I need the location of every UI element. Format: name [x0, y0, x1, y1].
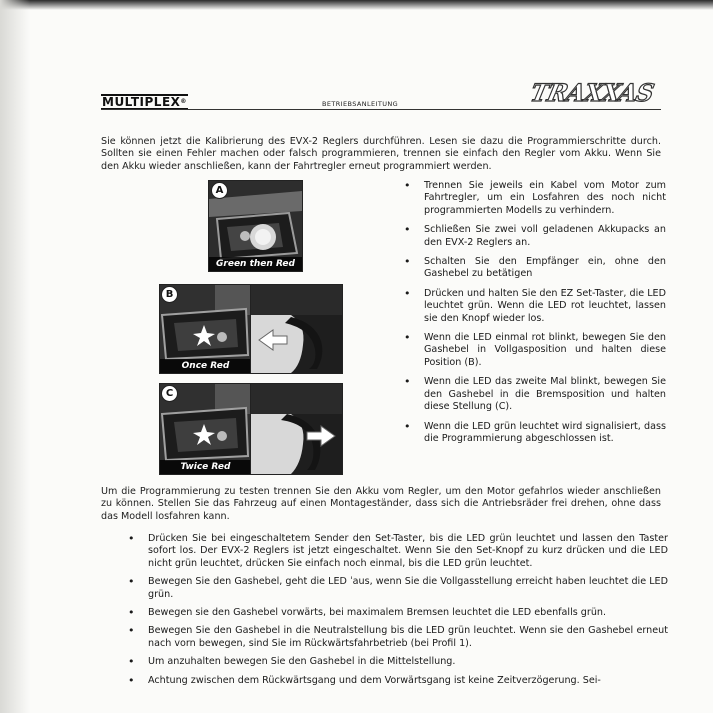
- figure-c-badge: C: [161, 385, 178, 402]
- list-item: • Bewegen Sie den Gashebel in die Neutralstellung bis die LED grün leuchtet. Wenn sie den Gashebel erneut nach vorn bewegen, sind Sie im Rückwärtsfahrbetrieb (bei Profil 1).: [128, 625, 668, 650]
- list-item: • Drücken Sie bei eingeschaltetem Sender den Set-Taster, bis die LED grün leuchtet und lassen den Taster sofort los. Der EVX-2 Reglers ist jetzt eingeschaltet. Wenn Sie den Set-Knopf zu kurz drücken und die LED nicht grün leuchtet, drücken Sie einfach noch einmal, bis die LED grün leuchtet.: [128, 533, 668, 570]
- figure-b-transmitter: [250, 284, 343, 374]
- intro-paragraph: Sie können jetzt die Kalibrierung des EVX-2 Reglers durchführen. Lesen sie dazu die Programmierschritte durch. Sollten sie einen Fehler machen oder falsch programmieren, trennen sie einfach den Regler vom Akku. Wenn Sie den Akku wieder anschließen, kann der Fahrtregler erneut programmiert werden.: [101, 136, 661, 172]
- list-item: • Um anzuhalten bewegen Sie den Gashebel in die Mittelstellung.: [128, 656, 668, 668]
- multiplex-logo: [101, 94, 188, 110]
- header-divider: [101, 109, 661, 110]
- list-item: • Schließen Sie zwei voll geladenen Akkupacks an den EVX-2 Reglers an.: [404, 224, 666, 249]
- figure-b: [159, 284, 252, 374]
- list-item: • Bewegen sie den Gashebel vorwärts, bei maximalem Bremsen leuchtet die LED ebenfalls grün.: [128, 607, 668, 619]
- figure-a-badge: A: [211, 182, 228, 199]
- page-header: [101, 78, 661, 110]
- scan-left-shadow: [0, 0, 30, 713]
- figure-b-badge: B: [161, 286, 178, 303]
- list-item: • Wenn die LED grün leuchtet wird signalisiert, dass die Programmierung abgeschlossen ist.: [404, 421, 666, 446]
- figure-c-transmitter-photo: [251, 384, 342, 474]
- figure-b-caption: Once Red: [160, 359, 251, 373]
- list-item: • Trennen Sie jeweils ein Kabel vom Motor zum Fahrtregler, um ein Losfahren des noch nicht programmierten Modells zu verhindern.: [404, 180, 666, 217]
- figure-c-transmitter: [250, 383, 343, 475]
- multiplex-logo-text: MULTIPLEX: [102, 95, 181, 109]
- figure-b-transmitter-photo: [251, 285, 342, 373]
- registered-mark: ®: [180, 98, 187, 105]
- programming-steps: [404, 180, 666, 452]
- test-intro-paragraph: Um die Programmierung zu testen trennen Sie den Akku vom Regler, um den Motor gefahrlos wieder anschließen zu können. Stellen Sie das Fahrzeug auf einen Montageständer, dass sich die Antriebsräder frei drehen, ohne dass das Modell losfahren kann.: [101, 486, 661, 522]
- figure-c-caption: Twice Red: [160, 460, 251, 474]
- list-item: • Achtung zwischen dem Rückwärtsgang und dem Vorwärtsgang ist keine Zeitverzögerung. Sei-: [128, 675, 668, 687]
- figure-c: [159, 383, 252, 475]
- header-title: BETRIEBSANLEITUNG: [322, 100, 399, 108]
- list-item: • Wenn die LED das zweite Mal blinkt, bewegen Sie den Gashebel in die Bremsposition und halten diese Stellung (C).: [404, 376, 666, 413]
- traxxas-logo: TRAXXAS: [527, 78, 656, 107]
- figure-a: [208, 180, 303, 272]
- scan-edge-shadow: [0, 0, 713, 10]
- list-item: • Drücken und halten Sie den EZ Set-Taster, die LED leuchtet grün. Wenn die LED rot leuchtet, lassen sie den Knopf wieder los.: [404, 288, 666, 325]
- list-item: • Bewegen Sie den Gashebel, geht die LED ˈaus, wenn Sie die Vollgasstellung erreicht haben leuchtet die LED grün.: [128, 576, 668, 601]
- list-item: • Wenn die LED einmal rot blinkt, bewegen Sie den Gashebel in Vollgasposition und halten diese Position (B).: [404, 332, 666, 369]
- figure-a-caption: Green then Red: [209, 257, 302, 271]
- list-item: • Schalten Sie den Empfänger ein, ohne den Gashebel zu betätigen: [404, 256, 666, 281]
- test-steps: [128, 533, 668, 693]
